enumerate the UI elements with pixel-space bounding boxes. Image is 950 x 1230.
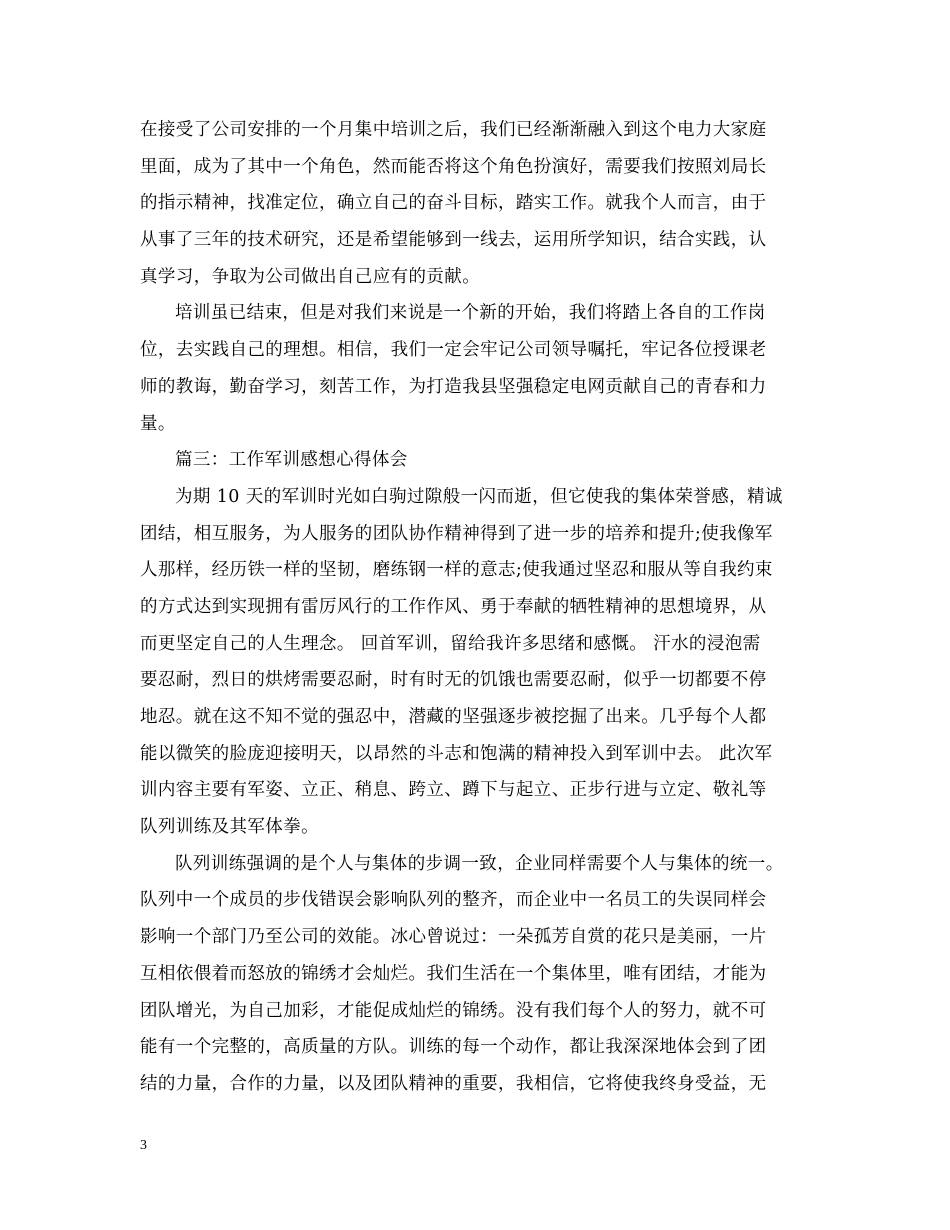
text-line: 量。 xyxy=(140,413,176,434)
text-line: 队列训练强调的是个人与集体的步调一致，企业同样需要个人与集体的统一。 xyxy=(175,853,784,874)
page-number: 3 xyxy=(140,1138,147,1153)
text-line: 地忍。就在这不知不觉的强忍中，潜藏的坚强逐步被挖掘了出来。几乎每个人都 xyxy=(140,707,767,727)
text-line: 影响一个部门乃至公司的效能。冰心曾说过：一朵孤芳自赏的花只是美丽，一片 xyxy=(140,927,767,948)
text-line: 位，去实践自己的理想。相信，我们一定会牢记公司领导嘱托，牢记各位授课老 xyxy=(140,340,767,361)
text-line: 能有一个完整的，高质量的方队。训练的每一个动作，都让我深深地体会到了团 xyxy=(140,1037,767,1058)
section-heading: 篇三：工作军训感想心得体会 xyxy=(175,450,408,471)
text-line: 师的教诲，勤奋学习，刻苦工作，为打造我县坚强稳定电网贡献自己的青春和力 xyxy=(140,376,767,397)
text-line: 培训虽已结束，但是对我们来说是一个新的开始，我们将踏上各自的工作岗 xyxy=(175,303,766,324)
text-line: 团结，相互服务，为人服务的团队协作精神得到了进一步的培养和提升;使我像军 xyxy=(140,523,773,544)
body-text xyxy=(140,112,830,1103)
text-line: 互相依偎着而怒放的锦绣才会灿烂。我们生活在一个集体里，唯有团结，才能为 xyxy=(140,963,767,984)
text-line: 在接受了公司安排的一个月集中培训之后，我们已经渐渐融入到这个电力大家庭 xyxy=(140,120,767,140)
text-line: 团队增光，为自己加彩，才能促成灿烂的锦绣。没有我们每个人的努力，就不可 xyxy=(140,1000,767,1021)
text-line: 里面，成为了其中一个角色，然而能否将这个角色扮演好，需要我们按照刘局长 xyxy=(140,156,767,177)
text-line: 结的力量，合作的力量，以及团队精神的重要，我相信，它将使我终身受益，无 xyxy=(140,1073,767,1094)
text-line: 从事了三年的技术研究，还是希望能够到一线去，运用所学知识，结合实践，认 xyxy=(140,230,767,251)
text-line: 人那样，经历铁一样的坚韧，磨练钢一样的意志;使我通过坚忍和服从等自我约束 xyxy=(140,560,773,581)
text-line: 的指示精神，找准定位，确立自己的奋斗目标，踏实工作。就我个人而言，由于 xyxy=(140,193,767,214)
text-line: 队列中一个成员的步伐错误会影响队列的整齐，而企业中一名员工的失误同样会 xyxy=(140,890,767,911)
text-line: 为期 10 天的军训时光如白驹过隙般一闪而逝，但它使我的集体荣誉感，精诚 xyxy=(175,486,783,507)
text-line: 训内容主要有军姿、立正、稍息、跨立、蹲下与起立、正步行进与立定、敬礼等 xyxy=(140,780,767,801)
text-line: 要忍耐，烈日的烘烤需要忍耐，时有时无的饥饿也需要忍耐，似乎一切都要不停 xyxy=(140,670,767,691)
text-line: 真学习，争取为公司做出自己应有的贡献。 xyxy=(140,266,481,287)
text-line: 而更坚定自己的人生理念。 回首军训，留给我许多思绪和感慨。 汗水的浸泡需 xyxy=(140,633,761,654)
text-line: 能以微笑的脸庞迎接明天，以昂然的斗志和饱满的精神投入到军训中去。 此次军 xyxy=(140,743,773,764)
text-line: 的方式达到实现拥有雷厉风行的工作作风、勇于奉献的牺牲精神的思想境界，从 xyxy=(140,596,767,617)
text-line: 队列训练及其军体拳。 xyxy=(140,817,319,838)
